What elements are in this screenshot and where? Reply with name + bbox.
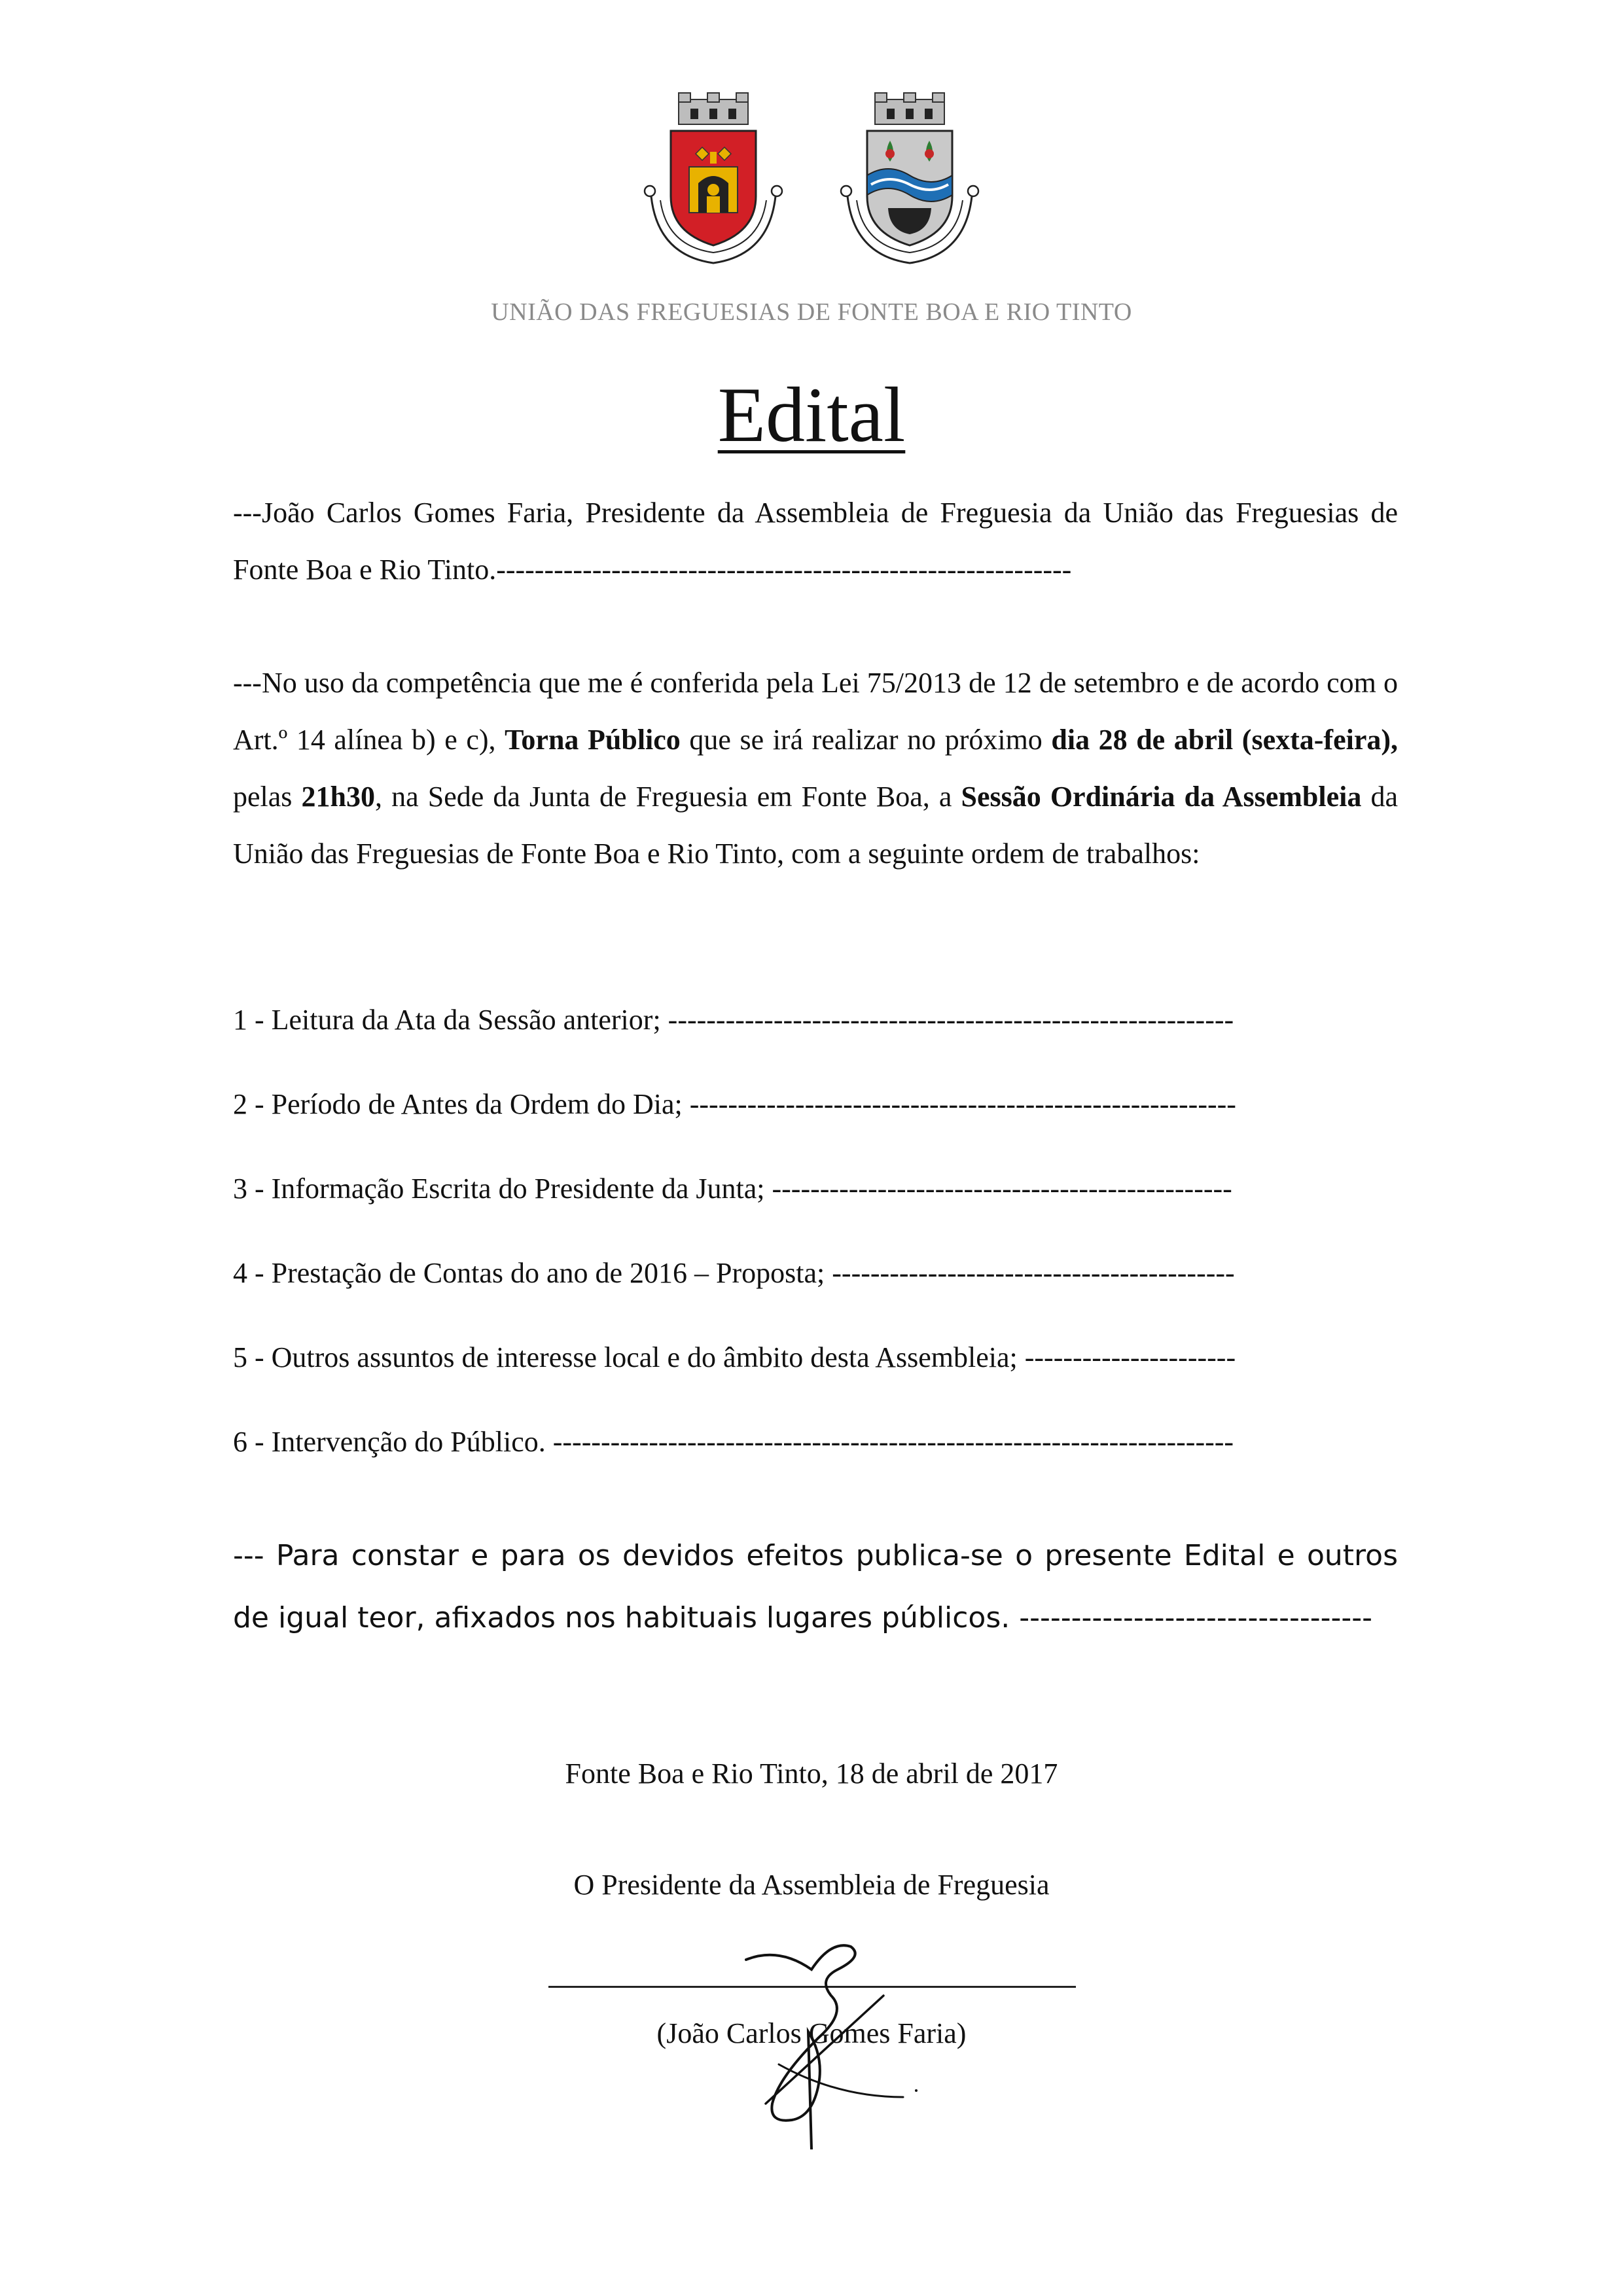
notice-text-2: que se irá realizar no próximo [680, 724, 1052, 756]
handwritten-signature-icon [740, 1934, 955, 2149]
agenda-item-4: 4 - Prestação de Contas do ano de 2016 – Proposta; ------------------------------------------ [233, 1257, 1235, 1289]
union-name-header: UNIÃO DAS FREGUESIAS DE FONTE BOA E RIO TINTO [491, 298, 1132, 326]
notice-bold-time: 21h30 [301, 781, 375, 813]
agenda-item-2: 2 - Período de Antes da Ordem do Dia; --------------------------------------------------------- [233, 1088, 1236, 1120]
notice-paragraph [233, 654, 1398, 882]
notice-text-5: da União das Freguesias de Fonte Boa e Rio Tinto, com a seguinte ordem de trabalhos: [233, 781, 1399, 870]
signatory-role: O Presidente da Assembleia de Freguesia [573, 1869, 1050, 1901]
notice-bold-torna-publico: Torna Público [505, 724, 681, 756]
notice-text-3: pelas [233, 781, 302, 813]
document-title: Edital [717, 371, 906, 458]
notice-text-1: ---No uso da competência que me é conferida pela Lei 75/2013 de 12 de setembro e de acordo com o Art.º 14 alínea b) e c), [233, 667, 1398, 756]
notice-bold-date: dia 28 de abril (sexta-feira), [1051, 724, 1399, 756]
notice-text-4: , na Sede da Junta de Freguesia em Fonte Boa, a [375, 781, 961, 813]
signatory-name: (João Carlos Gomes Faria) [656, 2017, 967, 2049]
notice-bold-session: Sessão Ordinária da Assembleia [961, 781, 1362, 813]
agenda-item-1: 1 - Leitura da Ata da Sessão anterior; ----------------------------------------------------------- [233, 1004, 1234, 1036]
closing-paragraph: --- Para constar e para os devidos efeitos publica-se o presente Edital e outros de igual teor, afixados nos habituais lugares públicos. ---------------------------------- [233, 1539, 1398, 1634]
agenda-item-3: 3 - Informação Escrita do Presidente da Junta; ------------------------------------------------ [233, 1173, 1232, 1205]
agenda-item-6: 6 - Intervenção do Público. ----------------------------------------------------------------------- [233, 1426, 1234, 1458]
agenda-item-5: 5 - Outros assuntos de interesse local e do âmbito desta Assembleia; ---------------------- [233, 1341, 1236, 1373]
place-date: Fonte Boa e Rio Tinto, 18 de abril de 2017 [565, 1757, 1058, 1790]
intro-paragraph: ---João Carlos Gomes Faria, Presidente da Assembleia de Freguesia da União das Freguesias de Fonte Boa e Rio Tinto.------------------------------------------------------------ [233, 497, 1398, 586]
rio-tinto-crest-icon [834, 92, 985, 275]
fonte-boa-crest-icon [638, 92, 789, 275]
crests-row [0, 92, 1623, 275]
